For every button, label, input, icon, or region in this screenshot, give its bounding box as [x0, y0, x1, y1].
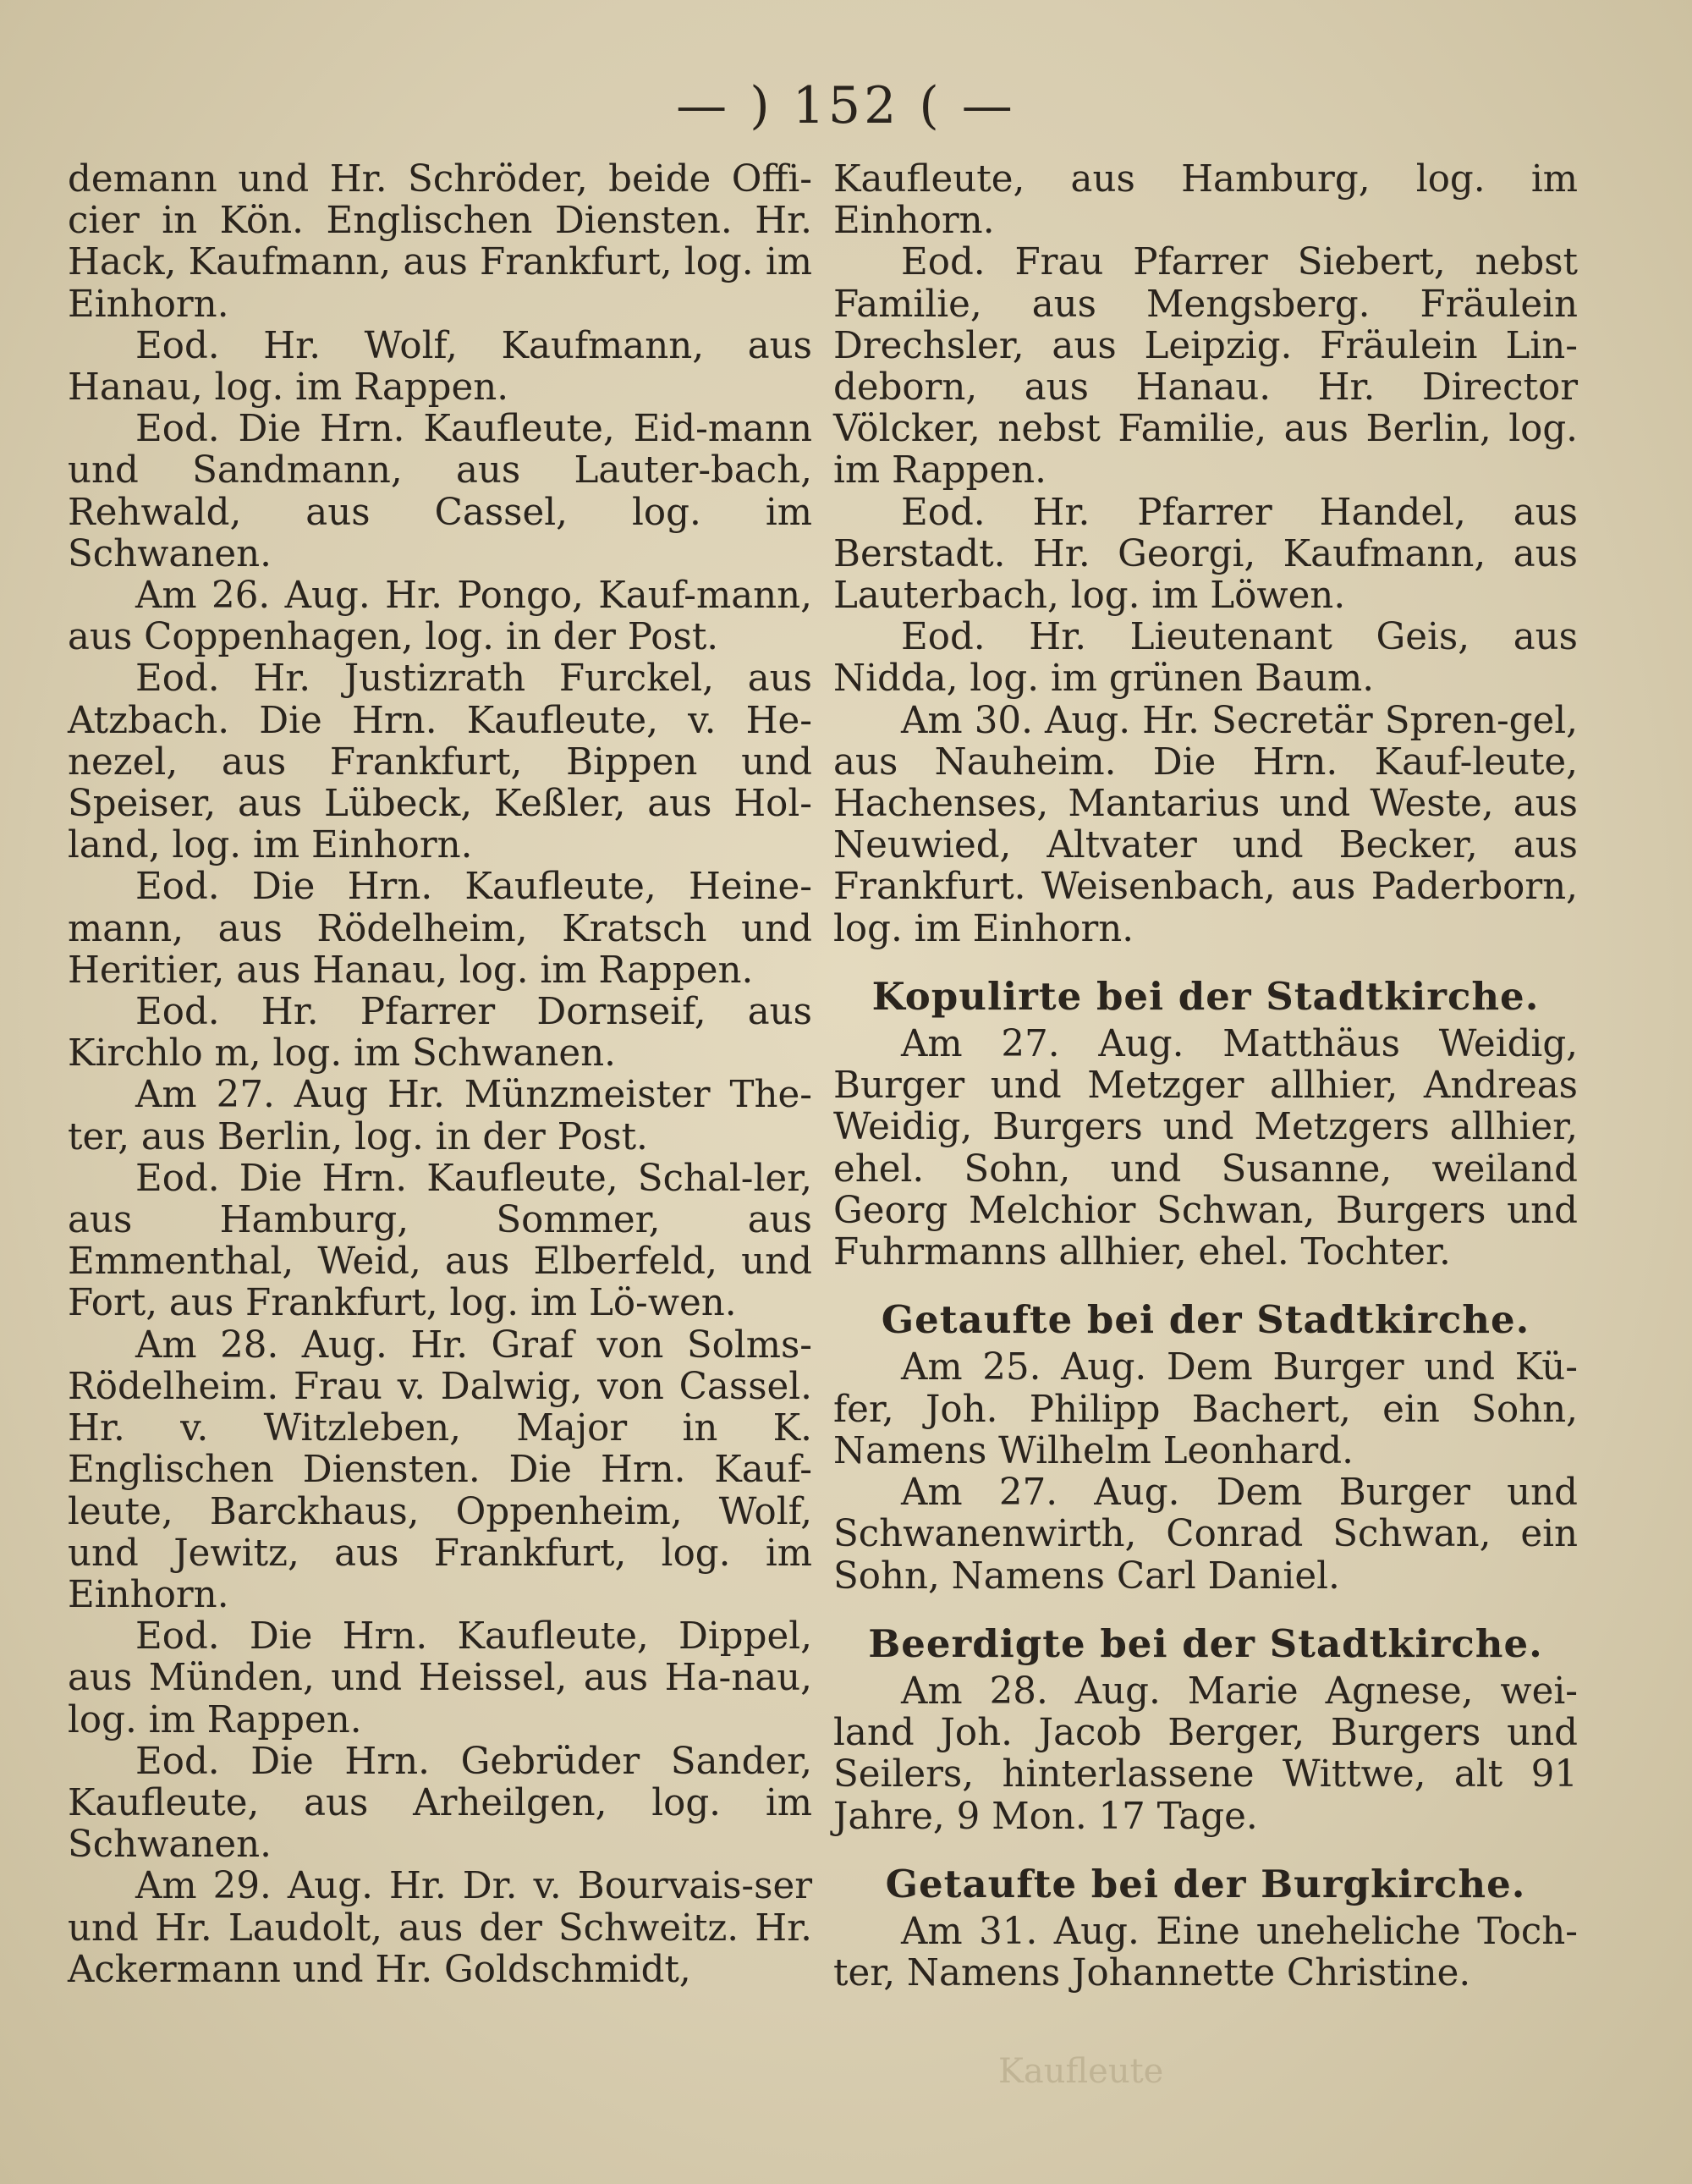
entry-paragraph: Kaufleute, aus Hamburg, log. im Einhorn.	[833, 158, 1578, 243]
copulated-entry: Am 27. Aug. Matthäus Weidig, Burger und Metzger allhier, Andreas Weidig, Burgers und Metzgers allhier, ehel. Sohn, und Susanne, weiland Georg Melchior Schwan, Burgers und Fuhrmanns allhier, ehel. Tochter.	[833, 1023, 1578, 1274]
entry-paragraph: Eod. Die Hrn. Kaufleute, Dippel, aus Münden, und Heissel, aus Ha-nau, log. im Rappen.	[68, 1615, 812, 1741]
baptized-burgkirche-entry: Am 31. Aug. Eine uneheliche Toch-ter, Namens Johannette Christine.	[833, 1910, 1578, 1995]
entry-paragraph: Am 28. Aug. Hr. Graf von Solms-Rödelheim. Frau v. Dalwig, von Cassel. Hr. v. Witzleben, Major in K. Englischen Diensten. Die Hrn. Kauf-leute, Barckhaus, Oppenheim, Wolf, und Jewitz, aus Frankfurt, log. im Einhorn.	[68, 1323, 812, 1616]
entry-paragraph: Eod. Hr. Lieutenant Geis, aus Nidda, log. im grünen Baum.	[833, 616, 1578, 701]
section-heading-buried: Beerdigte bei der Stadtkirche.	[868, 1620, 1543, 1666]
entry-paragraph: Eod. Hr. Pfarrer Handel, aus Berstadt. Hr. Georgi, Kaufmann, aus Lauterbach, log. im Löwen.	[833, 491, 1578, 618]
baptized-entry: Am 27. Aug. Dem Burger und Schwanenwirth, Conrad Schwan, ein Sohn, Namens Carl Daniel.	[833, 1472, 1578, 1598]
section-heading-baptized-burgkirche: Getaufte bei der Burgkirche.	[885, 1861, 1526, 1906]
baptized-entry: Am 25. Aug. Dem Burger und Kü-fer, Joh. Philipp Bachert, ein Sohn, Namens Wilhelm Leonhard.	[833, 1346, 1578, 1472]
entry-paragraph: Eod. Die Hrn. Kaufleute, Schal-ler, aus Hamburg, Sommer, aus Emmenthal, Weid, aus Elberfeld, und Fort, aus Frankfurt, log. im Lö-wen.	[68, 1157, 812, 1325]
entry-paragraph: Eod. Die Hrn. Kaufleute, Eid-mann und Sandmann, aus Lauter-bach, Rehwald, aus Cassel, log. im Schwanen.	[68, 408, 812, 575]
entry-paragraph: Eod. Hr. Justizrath Furckel, aus Atzbach. Die Hrn. Kaufleute, v. He-nezel, aus Frankfurt, Bippen und Speiser, aus Lübeck, Keßler, aus Hol-land, log. im Einhorn.	[68, 657, 812, 867]
entry-paragraph: Eod. Die Hrn. Gebrüder Sander, Kaufleute, aus Arheilgen, log. im Schwanen.	[68, 1740, 812, 1867]
section-heading-copulated: Kopulirte bei der Stadtkirche.	[871, 973, 1540, 1019]
entry-paragraph: Am 30. Aug. Hr. Secretär Spren-gel, aus Nauheim. Die Hrn. Kauf-leute, Hachenses, Mantarius und Weste, aus Neuwied, Altvater und Becker, aus Frankfurt. Weisenbach, aus Paderborn, log. im Einhorn.	[833, 699, 1578, 950]
page-header: — ) 152 ( —	[676, 76, 1016, 135]
buried-entry: Am 28. Aug. Marie Agnese, wei-land Joh. Jacob Berger, Burgers und Seilers, hinterlassene Wittwe, alt 91 Jahre, 9 Mon. 17 Tage.	[833, 1670, 1578, 1838]
right-column	[833, 159, 1578, 1994]
entry-paragraph: Eod. Hr. Wolf, Kaufmann, aus Hanau, log. im Rappen.	[68, 324, 812, 410]
entry-paragraph: demann und Hr. Schröder, beide Offi-cier in Kön. Englischen Diensten. Hr. Hack, Kaufmann, aus Frankfurt, log. im Einhorn.	[68, 158, 812, 326]
entry-paragraph: Eod. Frau Pfarrer Siebert, nebst Familie, aus Mengsberg. Fräulein Drechsler, aus Leipzig. Fräulein Lin-deborn, aus Hanau. Hr. Director Völcker, nebst Familie, aus Berlin, log. im Rappen.	[833, 241, 1578, 492]
entry-paragraph: Am 27. Aug Hr. Münzmeister The-ter, aus Berlin, log. in der Post.	[68, 1074, 812, 1158]
entry-paragraph: Am 29. Aug. Hr. Dr. v. Bourvais-ser und Hr. Laudolt, aus der Schweitz. Hr. Ackermann und Hr. Goldschmidt,	[68, 1865, 812, 1991]
left-column	[68, 159, 812, 1991]
section-heading-baptized-stadtkirche: Getaufte bei der Stadtkirche.	[881, 1297, 1530, 1343]
entry-paragraph: Am 26. Aug. Hr. Pongo, Kauf-mann, aus Coppenhagen, log. in der Post.	[68, 575, 812, 659]
entry-paragraph: Eod. Die Hrn. Kaufleute, Heine-mann, aus Rödelheim, Kratsch und Heritier, aus Hanau, log. im Rappen.	[68, 866, 812, 992]
entry-paragraph: Eod. Hr. Pfarrer Dornseif, aus Kirchlo m, log. im Schwanen.	[68, 991, 812, 1075]
bleed-through-text: Kaufleute	[998, 2052, 1164, 2091]
